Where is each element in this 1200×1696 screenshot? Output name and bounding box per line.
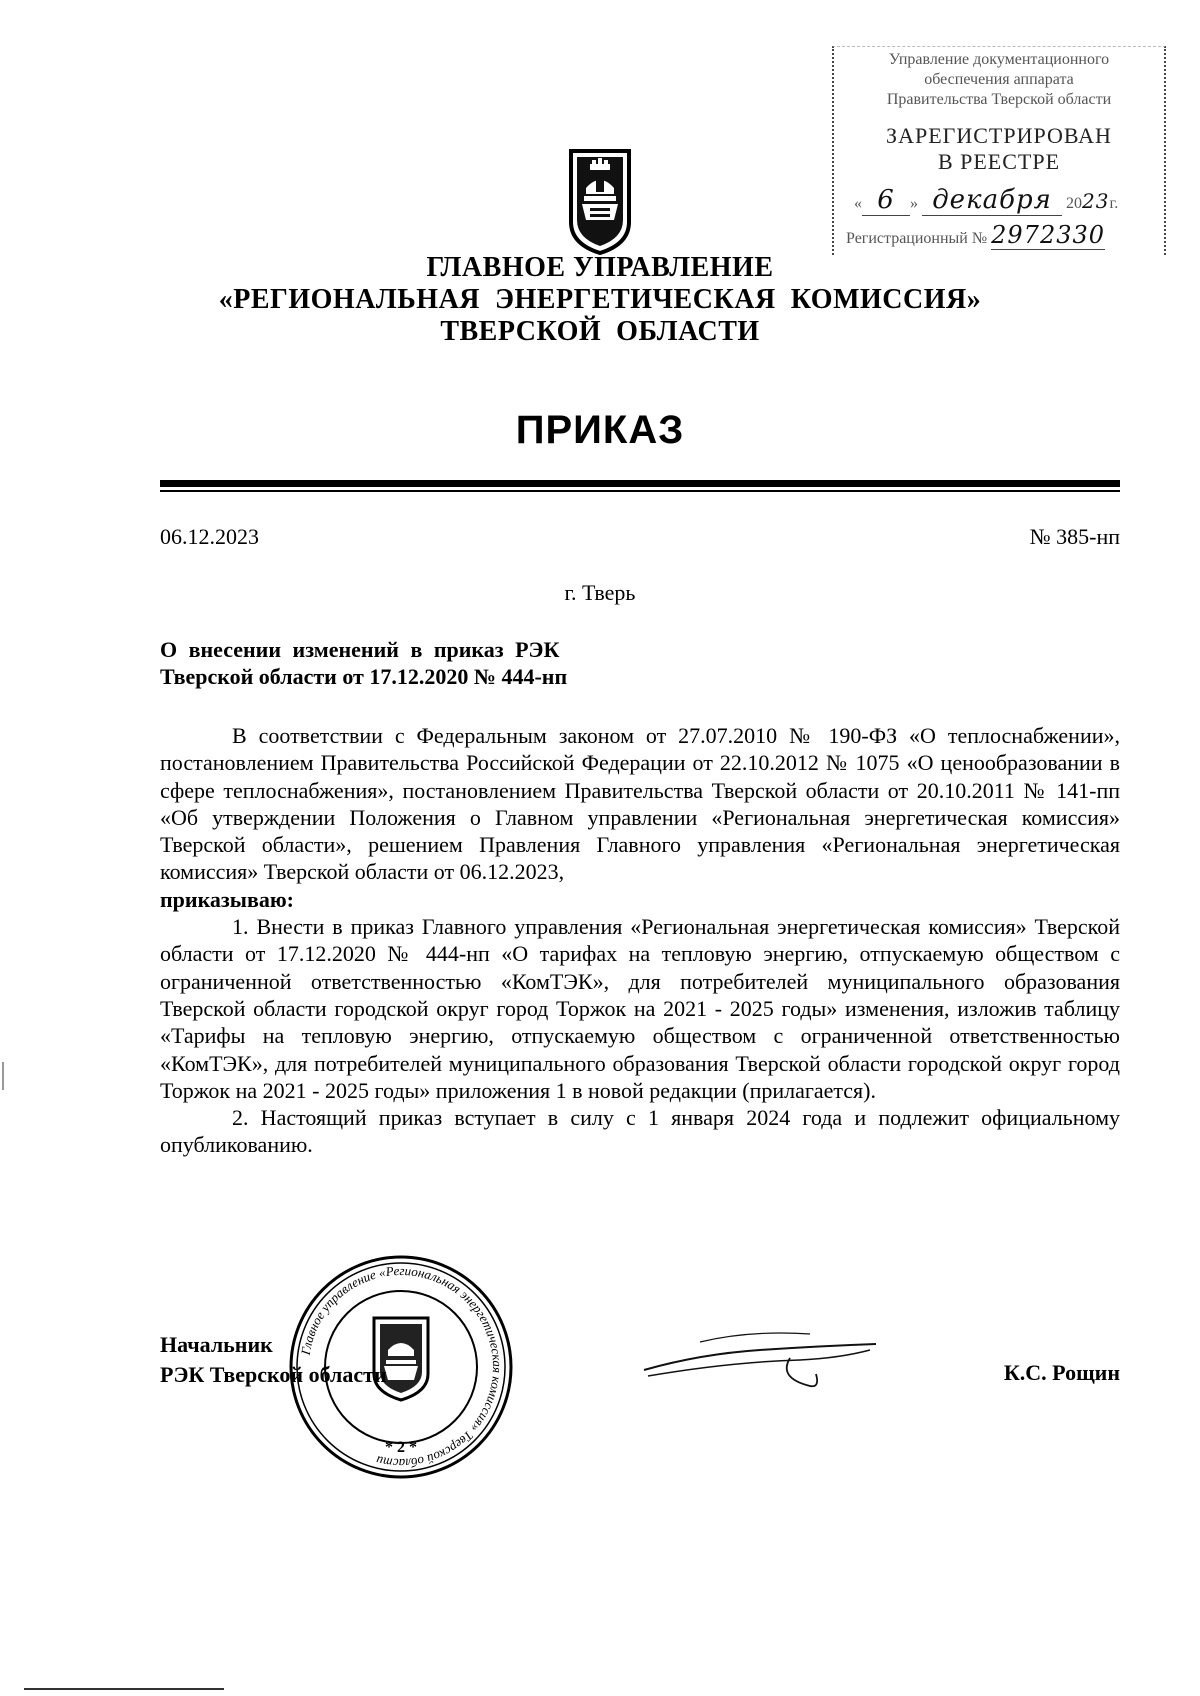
reg-stamp-year-prefix: 20: [1066, 195, 1082, 212]
org-name-line1: ГЛАВНОЕ УПРАВЛЕНИЕ: [426, 252, 774, 283]
reg-stamp-in-registry: В РЕЕСТРЕ: [937, 149, 1061, 174]
document-city: г. Тверь: [564, 580, 636, 605]
seal-ring-text: Главное управление «Региональная энергетическая комиссия» Тверской области: [297, 1262, 506, 1472]
page-bottom-line: [24, 1688, 224, 1690]
reg-stamp-registered: ЗАРЕГИСТРИРОВАН: [886, 123, 1112, 148]
coat-of-arms-icon: [568, 148, 632, 261]
signatory-position-line1: Начальник: [160, 1332, 273, 1357]
reg-stamp-date: « 6 » декабря 2023г.: [854, 185, 1119, 215]
org-name-line2: «РЕГИОНАЛЬНАЯ ЭНЕРГЕТИЧЕСКАЯ КОМИССИЯ»: [218, 284, 982, 315]
document-date: 06.12.2023: [160, 524, 259, 549]
handwritten-signature: [640, 1320, 880, 1405]
signatory-name: К.С. Рощин: [1003, 1360, 1120, 1385]
registration-stamp: [832, 46, 1166, 255]
reg-stamp-month: декабря: [922, 185, 1062, 216]
header-rule-thin: [160, 490, 1120, 492]
order-word: приказываю:: [160, 886, 294, 912]
reg-stamp-number-label: Регистрационный №: [846, 230, 988, 247]
signatory-position: [160, 1330, 387, 1390]
subject-line2: Тверской области от 17.12.2020 № 444-нп: [160, 664, 568, 689]
seal-bottom-text: * 2 *: [385, 1439, 417, 1456]
scan-margin-mark: [2, 1062, 4, 1090]
document-subject: [160, 636, 567, 690]
document-number: № 385-нп: [1029, 524, 1120, 549]
org-name-line3: ТВЕРСКОЙ ОБЛАСТИ: [440, 316, 760, 347]
signatory-position-line2: РЭК Тверской области: [160, 1362, 387, 1387]
reg-stamp-number-line: [840, 221, 1158, 250]
reg-stamp-dept-line1: Управление документационного: [888, 51, 1110, 68]
subject-line1: О внесении изменений в приказ РЭК: [160, 637, 560, 662]
order-item-2: 2. Настоящий приказ вступает в силу с 1 января 2024 года и подлежит официальному опубликованию.: [160, 1105, 1120, 1158]
reg-stamp-year-end: г.: [1109, 195, 1119, 212]
reg-stamp-year-suffix: 23: [1082, 189, 1110, 213]
reg-stamp-dept-line2: обеспечения аппарата: [924, 71, 1074, 88]
header-rule-thick: [160, 480, 1120, 487]
reg-stamp-day: 6: [862, 185, 910, 216]
reg-stamp-dept-line3: Правительства Тверской области: [886, 91, 1112, 108]
reg-stamp-number: 2972330: [991, 221, 1106, 249]
order-item-1: 1. Внести в приказ Главного управления «Региональная энергетическая комиссия» Тверской области от 17.12.2020 № 444-нп «О тарифах на тепловую энергию, отпускаемую обществом с ограниченной ответственностью «КомТЭК», для потребителей муниципального образования Тверской области городской округ город Торжок на 2021 - 2025 годы» изменения, изложив таблицу «Тарифы на тепловую энергию, отпускаемую обществом с ограниченной ответственностью «КомТЭК», для потребителей муниципального образования Тверской области городской округ город Торжок на 2021 - 2025 годы» приложения 1 в новой редакции (прилагается).: [160, 914, 1120, 1103]
document-type-title: ПРИКАЗ: [515, 408, 685, 452]
preamble-paragraph: В соответствии с Федеральным законом от 27.07.2010 № 190-ФЗ «О теплоснабжении», постановлением Правительства Российской Федерации от 22.10.2012 № 1075 «О ценообразовании в сфере теплоснабжения», постановлением Правительства Тверской области от 20.10.2011 № 141-пп «Об утверждении Положения о Главном управлении «Региональная энергетическая комиссия» Тверской области», решением Правления Главного управления «Региональная энергетическая комиссия» Тверской области от 06.12.2023,: [160, 723, 1120, 885]
document-body: [160, 722, 1120, 1159]
